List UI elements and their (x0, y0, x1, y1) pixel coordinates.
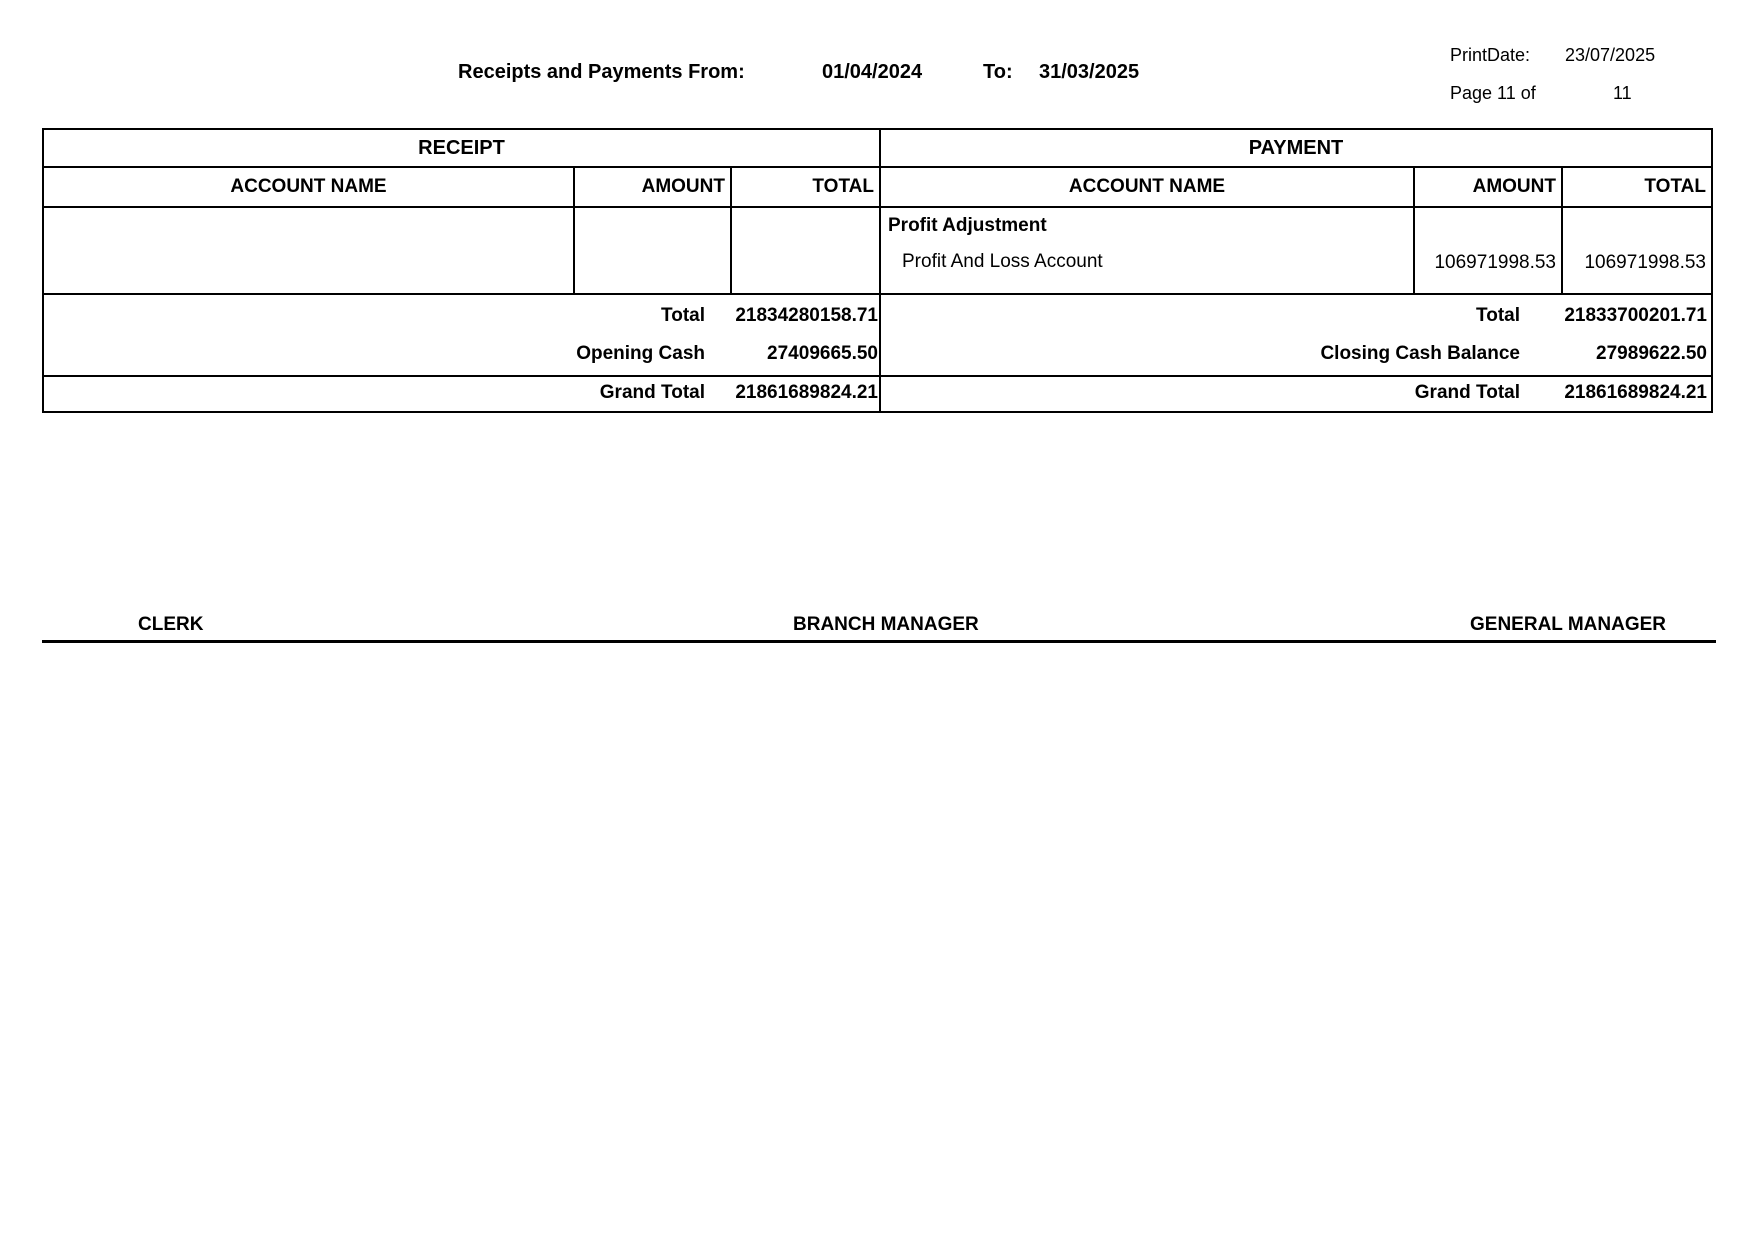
payment-total-value-sum: 21833700201.71 (1564, 305, 1707, 326)
receipt-section-title: RECEIPT (44, 130, 881, 168)
payment-closing-cash-label: Closing Cash Balance (1320, 343, 1520, 364)
payment-grand-total-value: 21861689824.21 (1564, 382, 1707, 403)
payment-total-value: 106971998.53 (1563, 208, 1711, 295)
page-count: 11 (1613, 83, 1632, 103)
signature-line (42, 640, 1716, 643)
receipt-col-account-name: ACCOUNT NAME (44, 168, 575, 208)
page-label: Page 11 of (1450, 83, 1536, 103)
receipt-opening-cash-line (44, 344, 879, 364)
receipt-opening-cash-label: Opening Cash (576, 343, 705, 364)
payment-col-total: TOTAL (1563, 168, 1711, 208)
signature-general-manager-label: GENERAL MANAGER (1470, 614, 1666, 635)
receipt-total-cell-empty (732, 208, 881, 295)
payment-totals-cell (881, 295, 1711, 377)
payment-total-label: Total (1476, 305, 1520, 326)
payment-account-name: Profit And Loss Account (902, 251, 1103, 272)
payment-closing-cash-line (881, 344, 1711, 364)
receipt-opening-cash-value: 27409665.50 (767, 343, 878, 364)
receipt-account-cell-empty (44, 208, 575, 295)
receipt-grand-total-line (44, 383, 879, 403)
receipt-total-label: Total (661, 305, 705, 326)
receipt-grand-total-value: 21861689824.21 (735, 382, 878, 403)
signature-clerk-label: CLERK (138, 614, 204, 635)
receipt-total-line (44, 306, 879, 326)
receipts-payments-table (42, 128, 1713, 413)
receipt-grand-total-cell (44, 377, 881, 411)
print-date-label: PrintDate: (1450, 45, 1531, 65)
payment-closing-cash-value: 27989622.50 (1596, 343, 1707, 364)
payment-section-title: PAYMENT (881, 130, 1711, 168)
payment-grand-total-label: Grand Total (1414, 382, 1520, 403)
receipt-grand-total-label: Grand Total (599, 382, 705, 403)
payment-group-label: Profit Adjustment (888, 215, 1047, 236)
receipt-total-value: 21834280158.71 (735, 305, 878, 326)
payment-account-cell (881, 208, 1415, 295)
payment-grand-total-line (881, 383, 1711, 403)
payment-col-amount: AMOUNT (1415, 168, 1563, 208)
payment-col-account-name: ACCOUNT NAME (881, 168, 1415, 208)
report-to-date: 31/03/2025 (1039, 61, 1140, 83)
report-to-label: To: (983, 61, 1013, 83)
print-date-value: 23/07/2025 (1565, 45, 1656, 65)
payment-total-line (881, 306, 1711, 326)
report-title: Receipts and Payments From: (458, 61, 745, 83)
receipt-col-total: TOTAL (732, 168, 881, 208)
receipt-col-amount: AMOUNT (575, 168, 732, 208)
receipt-amount-cell-empty (575, 208, 732, 295)
payment-grand-total-cell (881, 377, 1711, 411)
signature-branch-manager-label: BRANCH MANAGER (793, 614, 979, 635)
receipt-totals-cell (44, 295, 881, 377)
payment-amount-value: 106971998.53 (1415, 208, 1563, 295)
report-from-date: 01/04/2024 (822, 61, 923, 83)
